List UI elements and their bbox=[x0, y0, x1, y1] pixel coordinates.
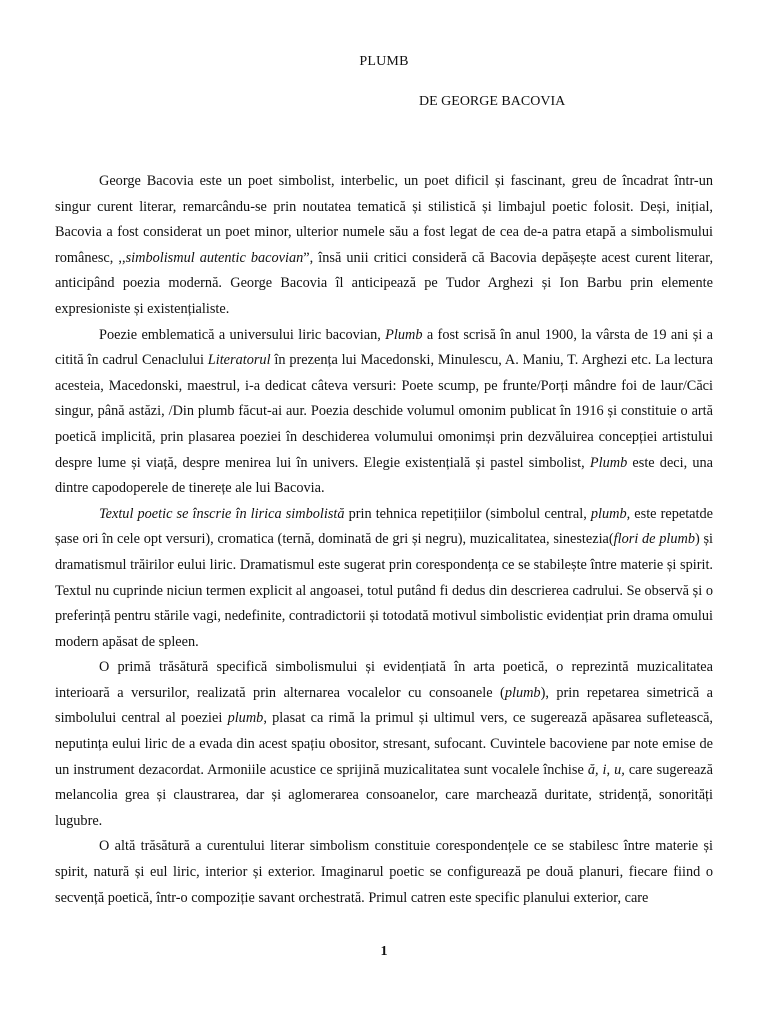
document-title: PLUMB bbox=[359, 54, 409, 69]
body-text bbox=[55, 169, 713, 911]
text-run: Poezie emblematică a universului liric bacovian, bbox=[99, 326, 386, 343]
document-subtitle: DE GEORGE BACOVIA bbox=[419, 94, 566, 109]
text-run: George Bacovia este un poet simbolist, interbelic, un poet dificil și fascinant, greu de încadrat într-un singur curent literar, remarcându-se prin noutatea tematică și stilistică și limbajul poetic folosit. Deși, inițial, Bacovia a fost considerat un poet minor, ulterior numele său a fost legat de cea de-a patra etapă a simbolismului românesc, ,, bbox=[55, 173, 713, 266]
paragraph bbox=[55, 655, 713, 834]
text-run: a fost scrisă în anul 1900, la vârsta de 19 ani și a citită în cadrul Cenaclului bbox=[55, 326, 713, 369]
italic-text: simbolismul autentic bacovian bbox=[125, 249, 304, 266]
paragraph bbox=[55, 834, 713, 911]
text-run: ), prin repetarea simetrică a simbolului central al poeziei bbox=[55, 684, 714, 727]
italic-text: plumb bbox=[504, 684, 541, 701]
italic-text: Textul poetic se înscrie în lirica simbolistă bbox=[99, 505, 345, 522]
italic-text: plumb, bbox=[590, 505, 631, 522]
text-run: , plasat ca rimă la primul și ultimul vers, ce sugerează apăsarea sufletească, neputința eului liric de a evada din acest spațiu obositor, stresant, sufocant. Cuvintele bacoviene par note emise de un instrument dezacordat. Armoniile acustice ce sprijină muzicalitatea sunt vocalele închise bbox=[55, 710, 714, 778]
text-run: O primă trăsătură specifică simbolismului și evidențiată în arta poetică, o reprezintă muzicalitatea interioară a versurilor, realizată prin alternarea vocalelor cu consoanele ( bbox=[55, 659, 713, 701]
italic-text: ă, i, u, bbox=[587, 761, 625, 778]
paragraph bbox=[55, 502, 713, 656]
paragraph bbox=[55, 323, 713, 502]
text-run: ”, însă unii critici consideră că Bacovia depășește acest curent literar, anticipând poezia modernă. George Bacovia îl anticipează pe Tudor Arghezi și Ion Barbu prin elemente expresioniste și existențialiste. bbox=[55, 249, 714, 317]
italic-text: Literatorul bbox=[207, 352, 271, 369]
italic-text: flori de plumb bbox=[613, 531, 695, 548]
italic-text: Plumb bbox=[589, 454, 628, 471]
text-run: ) și dramatismul trăirilor eului liric. Dramatismul este sugerat prin corespondența ce se stabilește între materie și spirit. Textul nu cuprinde niciun termen explicit al angoasei, totul putând fi dedus din descrierea cadrului. Se observă și o preferință pentru stările vagi, nedefinite, contradictorii și totodată motivul simbolistic evidențiat prin drama omului modern apăsat de spleen. bbox=[55, 531, 714, 650]
text-run: prin tehnica repetițiilor (simbolul central, bbox=[344, 505, 591, 522]
italic-text: plumb bbox=[227, 710, 264, 727]
text-run: în prezența lui Macedonski, Minulescu, A. Maniu, T. Arghezi etc. La lectura acesteia, Macedonski, maestrul, i-a dedicat câteva versuri: Poete scump, pe frunte/Porți mândre foi de laur/Căci singur, până astăzi, /Din plumb făcut-ai aur. Poezia deschide volumul omonim publicat în 1916 și constituie o artă poetică implicită, prin plasarea poeziei în deschiderea volumului omonimși prin dezvăluirea concepției artistului despre lume și viață, despre menirea lui în univers. Elegie existențială și pastel simbolist, bbox=[55, 352, 714, 471]
italic-text: Plumb bbox=[385, 326, 423, 343]
text-run: care sugerează melancolia grea și claustrarea, dar și aglomerarea consoanelor, care marchează duritate, stridență, sonorități lugubre. bbox=[55, 761, 713, 829]
text-run: O altă trăsătură a curentului literar simbolism constituie corespondențele ce se stabilesc între materie și spirit, natură și eul liric, interior și exterior. Imaginarul poetic se configurează pe două planuri, fiecare fiind o secvență poetică, într-o compoziție savant orchestrată. Primul catren este specific planului exterior, care bbox=[55, 838, 713, 906]
text-run: este deci, una dintre capodoperele de tinerețe ale lui Bacovia. bbox=[55, 454, 713, 497]
text-run: este repetatde șase ori în cele opt versuri), cromatica (ternă, dominată de gri și negru), muzicalitatea, sinestezia( bbox=[55, 505, 713, 548]
page-number: 1 bbox=[380, 944, 388, 959]
paragraph bbox=[55, 169, 713, 323]
